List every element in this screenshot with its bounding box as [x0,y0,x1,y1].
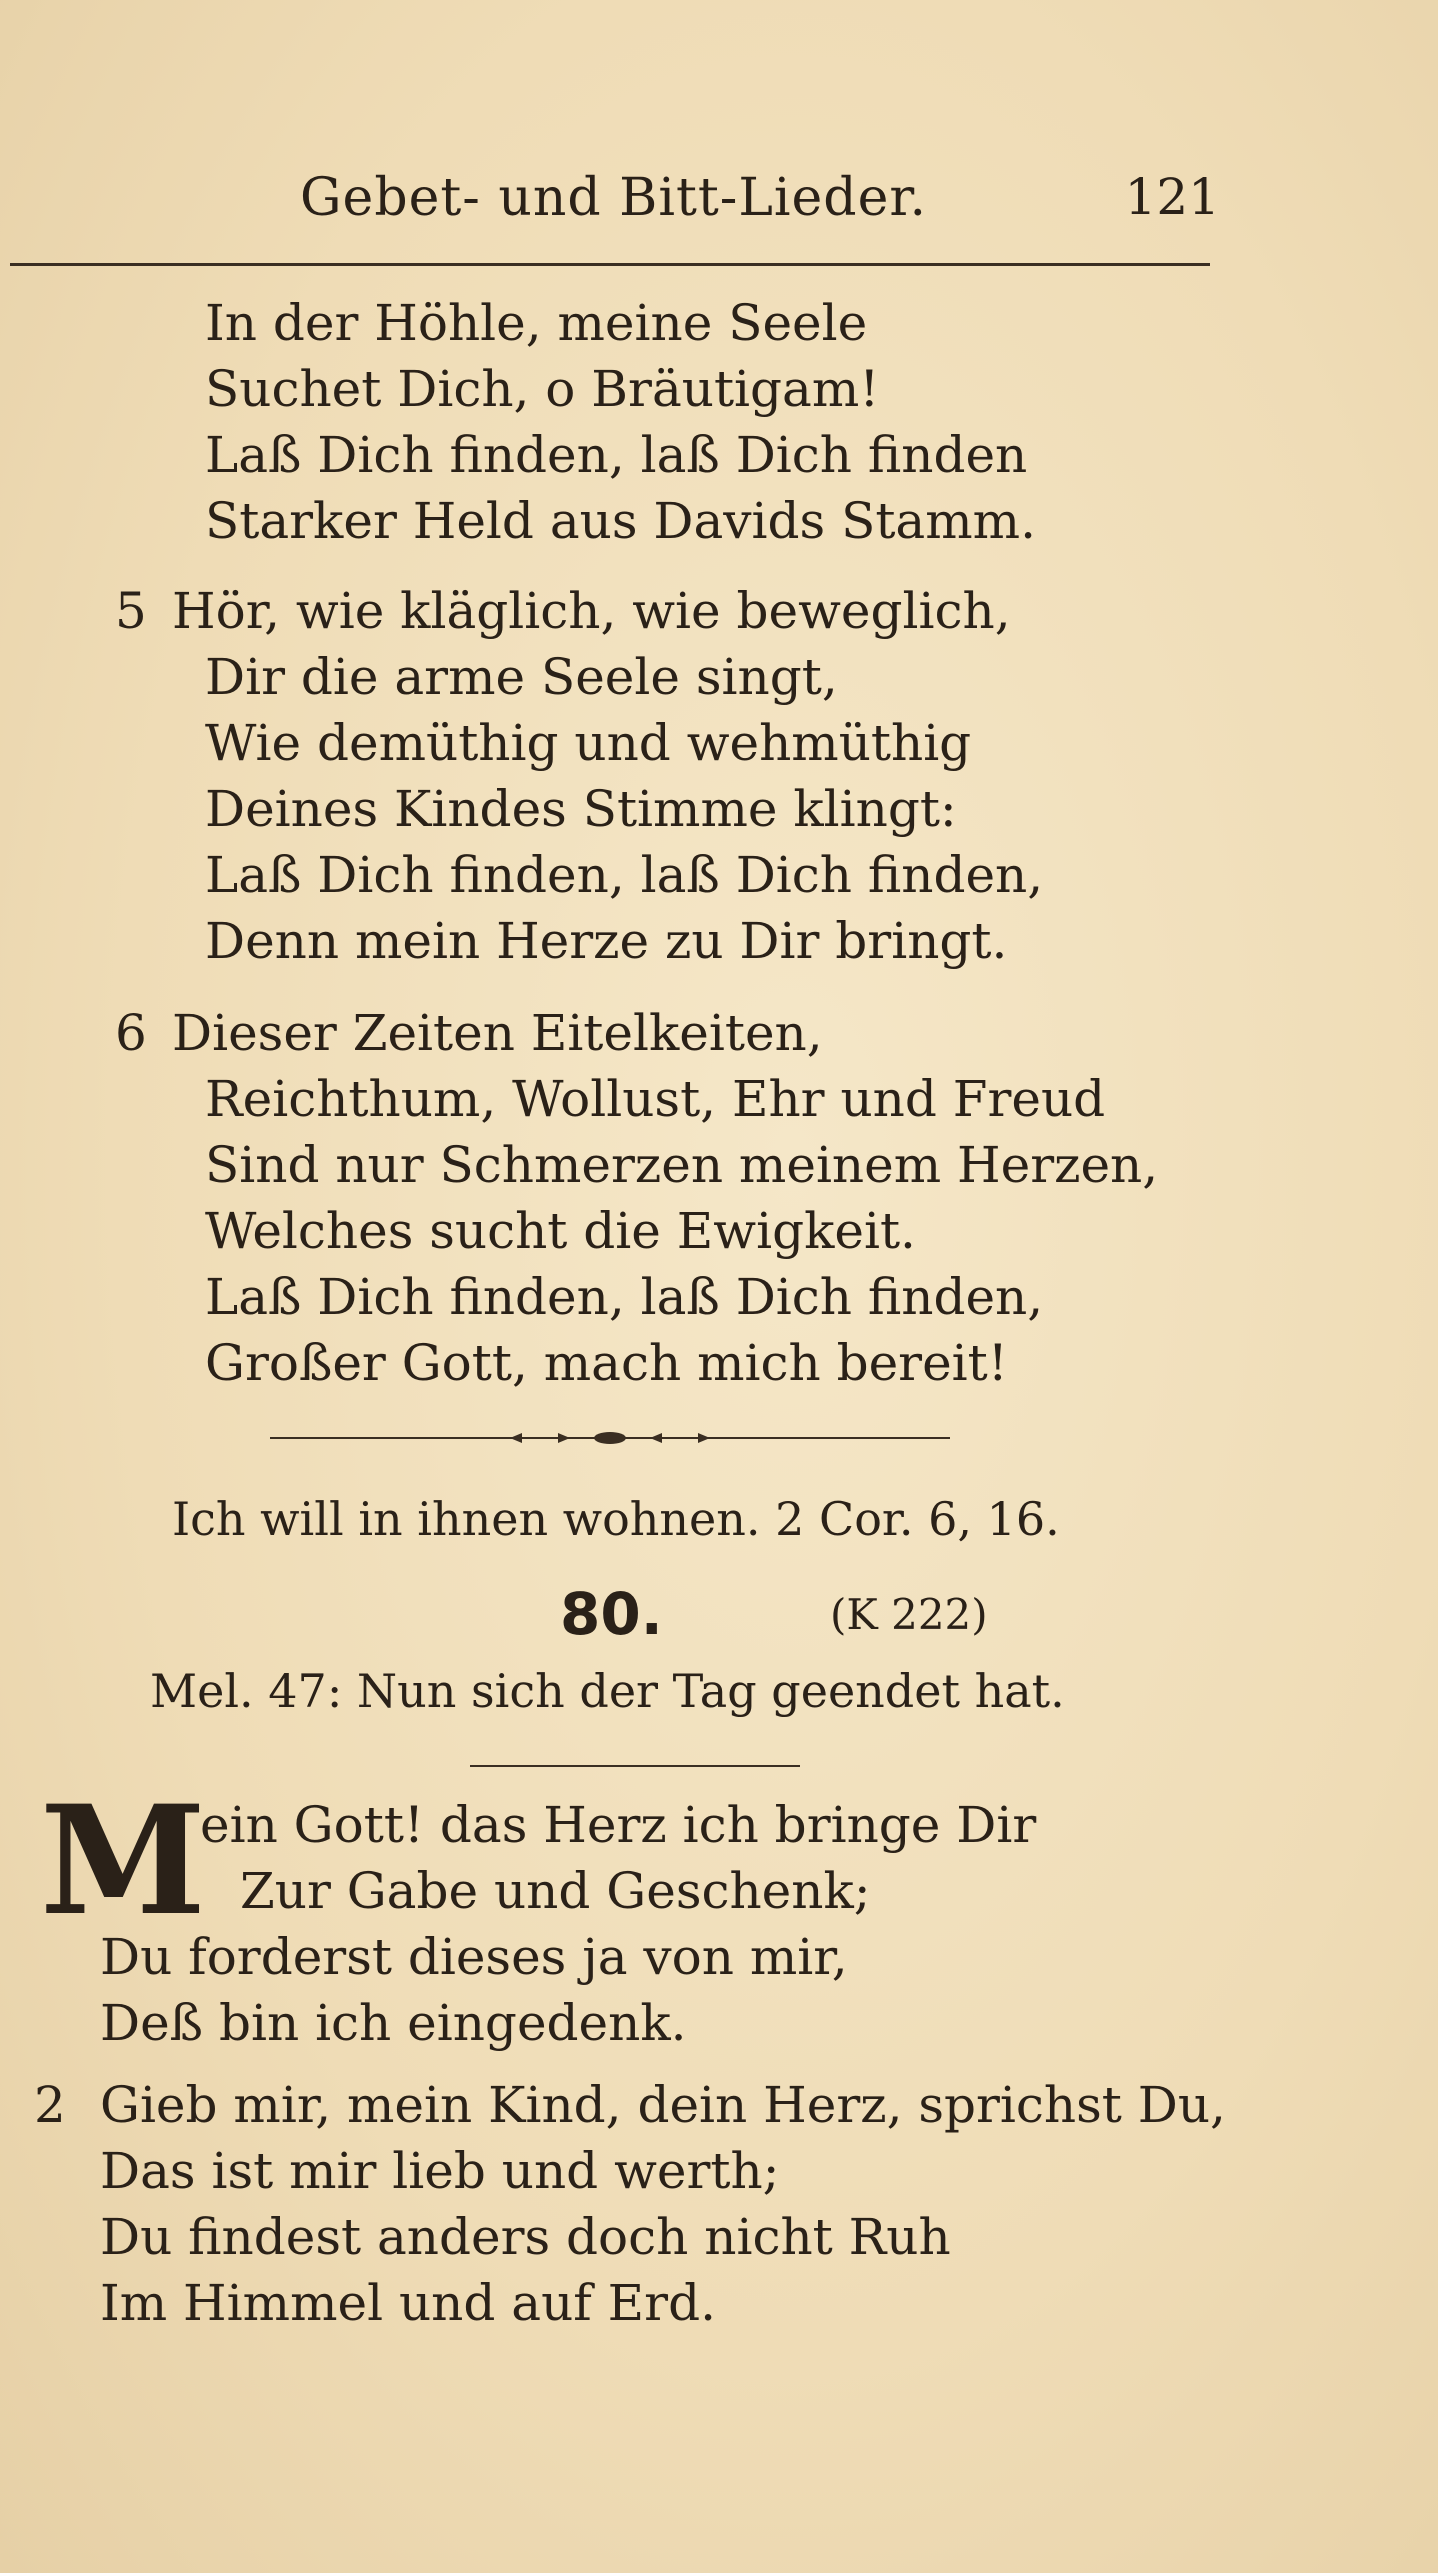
scripture-epigraph: Ich will in ihnen wohnen. 2 Cor. 6, 16. [172,1492,1060,1546]
verse-line: ein Gott! das Herz ich bringe Dir [200,1796,1037,1854]
short-rule [470,1765,800,1767]
verse-line: Großer Gott, mach mich bereit! [205,1334,1008,1392]
verse-line: In der Höhle, meine Seele [205,294,868,352]
verse-line: Laß Dich finden, laß Dich finden, [205,846,1044,904]
stanza-number: 2 [34,2076,66,2134]
verse-line: Zur Gabe und Geschenk; [240,1862,871,1920]
running-header [300,168,1220,238]
hymn-number: 80. [560,1580,663,1648]
verse-line: Deines Kindes Stimme klingt: [205,780,957,838]
verse-line: Im Himmel und auf Erd. [100,2274,716,2332]
stanza-6 [0,1000,1438,1396]
hymn80-stanza-2 [0,2072,1438,2336]
divider-ornament-icon [270,1428,950,1448]
hymn80-stanza-1 [0,1792,1438,2056]
verse-line: Das ist mir lieb und werth; [100,2142,780,2200]
verse-line: Suchet Dich, o Bräutigam! [205,360,880,418]
verse-line: Welches sucht die Ewigkeit. [205,1202,916,1260]
drop-cap: M [40,1773,207,1949]
verse-line: Wie demüthig und wehmüthig [205,714,972,772]
verse-line: Starker Held aus Davids Stamm. [205,492,1036,550]
verse-line: Sind nur Schmerzen meinem Herzen, [205,1136,1159,1194]
verse-line: 5 Hör, wie kläglich, wie beweglich, [0,578,1438,644]
stanza-5 [0,578,1438,974]
verse-line: Du findest anders doch nicht Ruh [100,2208,951,2266]
page-number: 121 [1124,168,1220,226]
stanza-4-tail [0,290,1438,554]
verse-line: Laß Dich finden, laß Dich finden, [205,1268,1044,1326]
section-title: Gebet- und Bitt-Lieder. [300,168,928,228]
stanza-number: 6 [115,1004,147,1062]
stanza-number: 5 [115,582,147,640]
verse-line: Du forderst dieses ja von mir, [100,1928,848,1986]
verse-line: Reichthum, Wollust, Ehr und Freud [205,1070,1106,1128]
melody-line: Mel. 47: Nun sich der Tag geendet hat. [150,1664,1065,1718]
verse-line: Dir die arme Seele singt, [205,648,838,706]
verse-line: 6 Dieser Zeiten Eitelkeiten, [0,1000,1438,1066]
verse-line: Deß bin ich eingedenk. [100,1994,687,2052]
verse-line: Denn mein Herze zu Dir bringt. [205,912,1008,970]
verse-line: Laß Dich finden, laß Dich finden [205,426,1028,484]
header-rule [10,263,1210,266]
hymn-reference: (K 222) [830,1590,988,1639]
verse-line: 2 Gieb mir, mein Kind, dein Herz, sprichst Du, [0,2072,1438,2138]
ornamental-divider [270,1428,950,1448]
